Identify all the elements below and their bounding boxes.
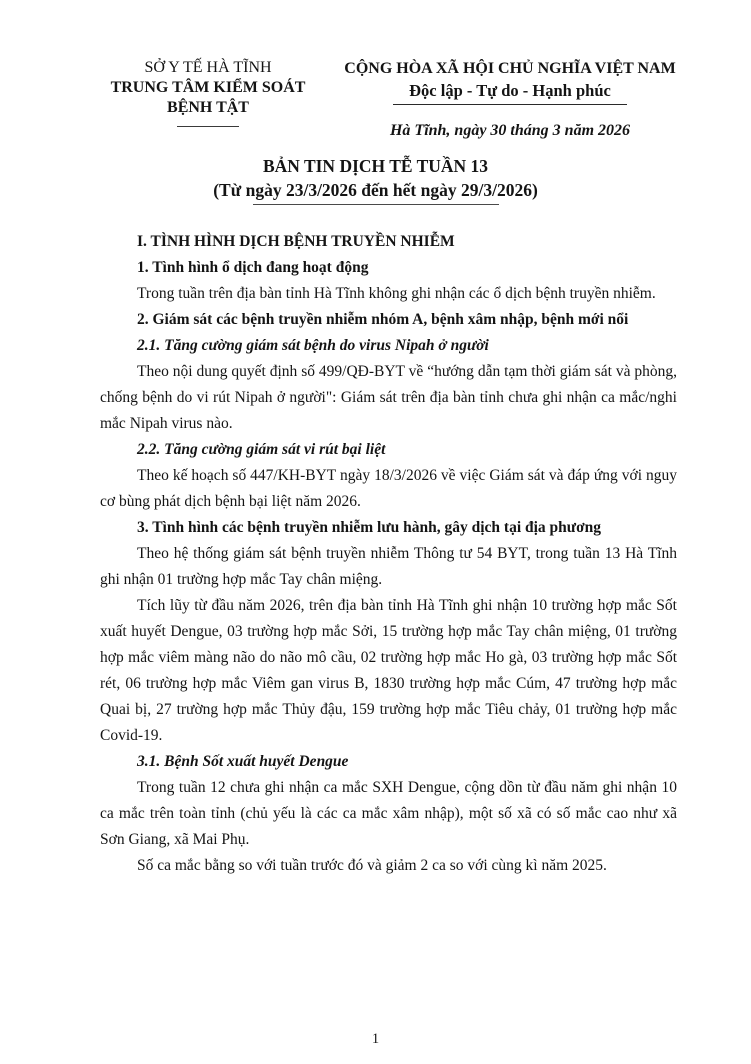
paragraph-dengue-comparison: Số ca mắc bằng so với tuần trước đó và giảm 2 ca so với cùng kì năm 2025.: [137, 857, 607, 874]
national-title: CỘNG HÒA XÃ HỘI CHỦ NGHĨA VIỆT NAM: [344, 60, 676, 77]
page-number: 1: [371, 1031, 380, 1047]
heading-2: 2. Giám sát các bệnh truyền nhiễm nhóm A, bệnh xâm nhập, bệnh mới nổi: [137, 311, 629, 328]
document-subtitle: (Từ ngày 23/3/2026 đến hết ngày 29/3/2026): [213, 180, 538, 200]
national-motto: Độc lập - Tự do - Hạnh phúc: [393, 79, 627, 105]
paragraph-cumulative-cases: Tích lũy từ đầu năm 2026, trên địa bàn tỉnh Hà Tĩnh ghi nhận 10 trường hợp mắc Sốt xuất huyết Dengue, 03 trường hợp mắc Sởi, 15 trường hợp mắc Tay chân miệng, 01 trường hợp mắc viêm màng não do não mô cầu, 02 trường hợp mắc Ho gà, 03 trường hợp mắc Sốt rét, 06 trường hợp mắc Viêm gan virus B, 1830 trường hợp mắc Cúm, 47 trường hợp mắc Quai bị, 27 trường hợp mắc Thủy đậu, 159 trường hợp mắc Tiêu chảy, 01 trường hợp mắc Covid-19.: [100, 597, 677, 744]
paragraph-week-surveillance: Theo hệ thống giám sát bệnh truyền nhiễm Thông tư 54 BYT, trong tuần 13 Hà Tĩnh ghi nhận 01 trường hợp mắc Tay chân miệng.: [100, 545, 677, 588]
document-body: [100, 229, 677, 879]
issuing-org-block: [86, 58, 330, 141]
document-header: [0, 0, 751, 141]
paragraph-polio: Theo kế hoạch số 447/KH-BYT ngày 18/3/2026 về việc Giám sát và đáp ứng với nguy cơ bùng phát dịch bệnh bại liệt năm 2026.: [100, 467, 677, 510]
section-heading-I: I. TÌNH HÌNH DỊCH BỆNH TRUYỀN NHIỄM: [137, 233, 455, 250]
heading-2-2: 2.2. Tăng cường giám sát vi rút bại liệt: [137, 441, 386, 458]
heading-3: 3. Tình hình các bệnh truyền nhiễm lưu hành, gây dịch tại địa phương: [137, 519, 602, 536]
org-name-line1: TRUNG TÂM KIỂM SOÁT: [110, 79, 306, 96]
title-rule: [253, 204, 499, 205]
heading-2-1: 2.1. Tăng cường giám sát bệnh do virus Nipah ở người: [137, 337, 489, 354]
document-title-block: [0, 154, 751, 205]
document-title: BẢN TIN DỊCH TỄ TUẦN 13: [262, 156, 489, 176]
paragraph-nipah: Theo nội dung quyết định số 499/QĐ-BYT về “hướng dẫn tạm thời giám sát và phòng, chống bệnh do vi rút Nipah ở người": Giám sát trên địa bàn tỉnh chưa ghi nhận ca mắc/nghi mắc Nipah virus nào.: [100, 363, 677, 432]
parent-department-name: SỞ Y TẾ HÀ TĨNH: [144, 59, 272, 76]
paragraph-outbreak-status: Trong tuần trên địa bàn tỉnh Hà Tĩnh không ghi nhận các ổ dịch bệnh truyền nhiễm.: [137, 285, 656, 302]
org-name-line2: BỆNH TẬT: [167, 99, 249, 116]
place-and-date: Hà Tĩnh, ngày 30 tháng 3 năm 2026: [389, 122, 631, 139]
org-block-rule: [177, 126, 239, 127]
heading-1: 1. Tình hình ổ dịch đang hoạt động: [137, 259, 369, 276]
national-header-block: [343, 58, 677, 141]
paragraph-dengue-week: Trong tuần 12 chưa ghi nhận ca mắc SXH Dengue, cộng dồn từ đầu năm ghi nhận 10 ca mắc trên toàn tỉnh (chủ yếu là các ca mắc xâm nhập), một số xã có số mắc cao như xã Sơn Giang, xã Mai Phụ.: [100, 779, 677, 848]
heading-3-1: 3.1. Bệnh Sốt xuất huyết Dengue: [137, 753, 349, 770]
